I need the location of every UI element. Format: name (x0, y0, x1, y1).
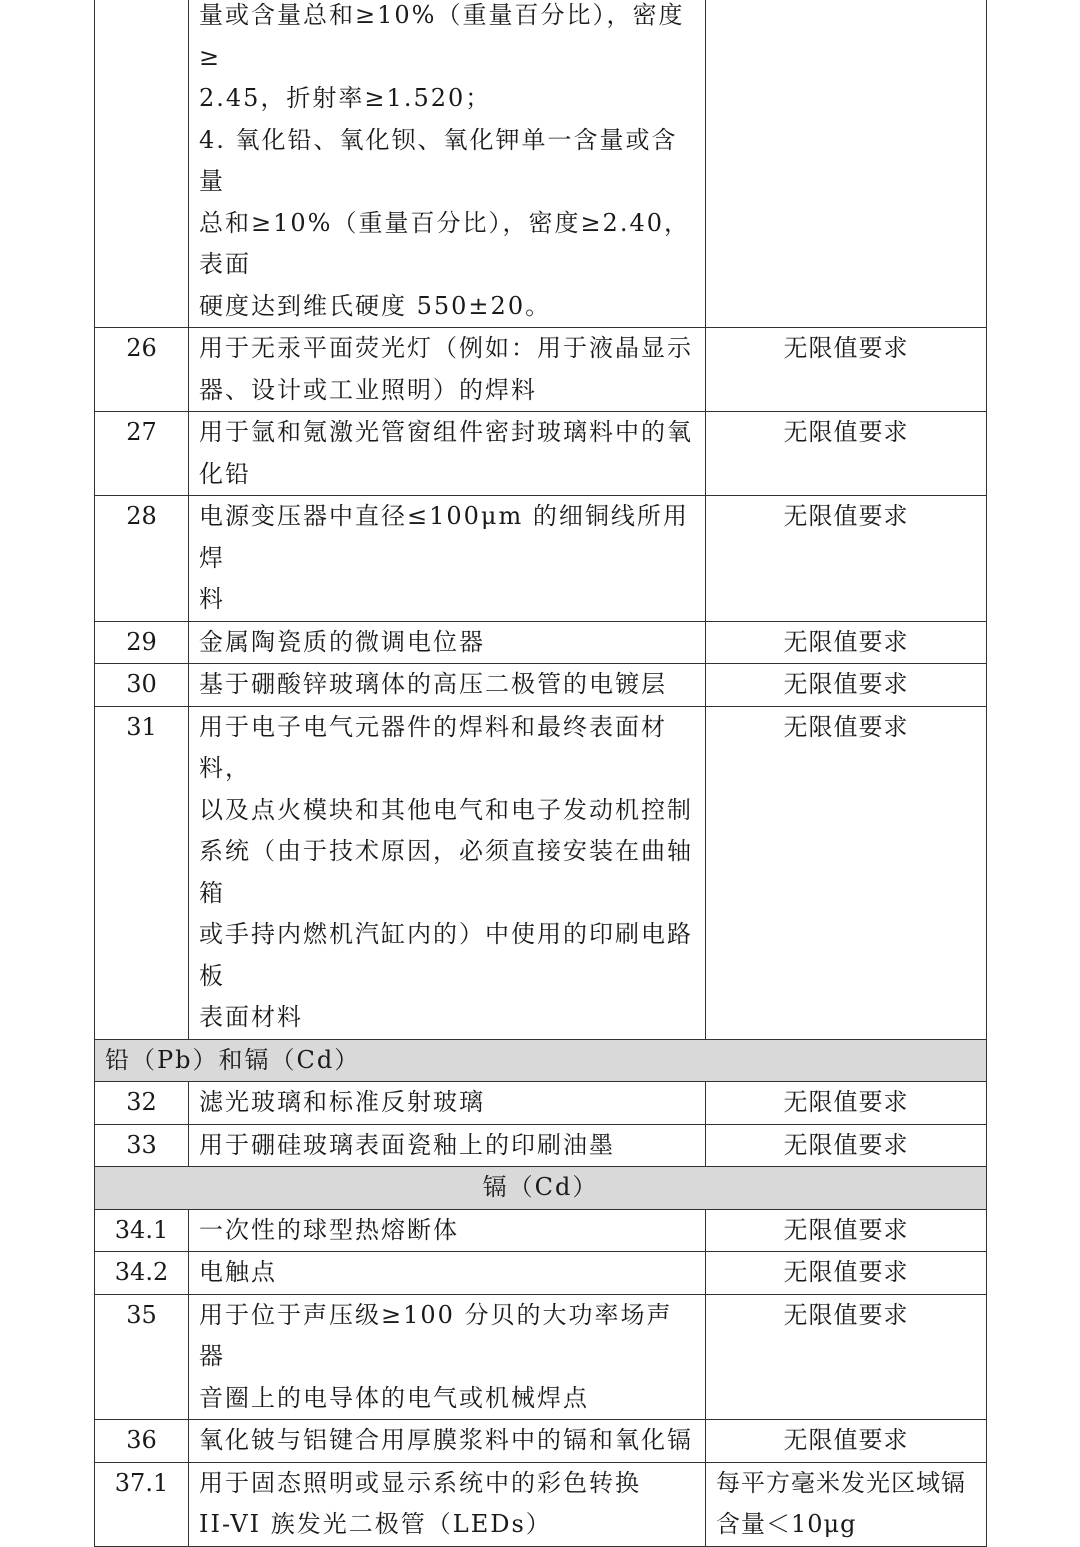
item-number: 26 (95, 328, 189, 412)
text-line: 硬度达到维氏硬度 550±20。 (199, 291, 552, 320)
text-line: 4. 氧化铅、氧化钡、氧化钾单一含量或含量 (199, 125, 678, 195)
text-line: 无限值要求 (783, 334, 909, 362)
text-line: 无限值要求 (783, 1258, 909, 1286)
item-description (189, 1294, 706, 1420)
table-row (95, 706, 987, 1039)
item-description (189, 412, 706, 496)
item-description (189, 1462, 706, 1546)
item-number (95, 0, 189, 328)
table-row (95, 328, 987, 412)
text-line: 基于硼酸锌玻璃体的高压二极管的电镀层 (199, 670, 667, 698)
table-row (95, 1294, 987, 1420)
item-description (189, 1420, 706, 1463)
table-row (95, 1124, 987, 1167)
table-row (95, 412, 987, 496)
limit-requirement (706, 1124, 987, 1167)
limit-requirement (706, 1462, 987, 1546)
text-line: 金属陶瓷质的微调电位器 (199, 627, 485, 656)
table-body (95, 0, 987, 1546)
text-line: 无限值要求 (783, 1130, 909, 1159)
item-description (189, 1082, 706, 1125)
table-row (95, 1420, 987, 1463)
text-line: 总和≥10%（重量百分比），密度≥2.40，表面 (199, 208, 690, 278)
text-line: 电源变压器中直径≤100μm 的细铜线所用焊 (199, 502, 689, 572)
limit-requirement (706, 1082, 987, 1125)
limit-requirement (706, 412, 987, 496)
text-line: 无限值要求 (783, 418, 909, 446)
text-line: 用于氩和氪激光管窗组件密封玻璃料中的氧 (199, 418, 693, 446)
text-line: 或手持内燃机汽缸内的）中使用的印刷电路板 (199, 920, 693, 990)
text-line: 用于固态照明或显示系统中的彩色转换 (199, 1468, 641, 1497)
item-number: 37.1 (95, 1462, 189, 1546)
section-header-row (95, 1039, 987, 1082)
item-description (189, 328, 706, 412)
text-line: 以及点火模块和其他电气和电子发动机控制 (199, 795, 693, 824)
item-number: 35 (95, 1294, 189, 1420)
limit-requirement (706, 621, 987, 664)
text-line: 无限值要求 (783, 670, 909, 698)
item-number: 34.1 (95, 1209, 189, 1252)
item-description (189, 1209, 706, 1252)
limit-requirement (706, 496, 987, 622)
item-number: 36 (95, 1420, 189, 1463)
exemption-table (94, 0, 987, 1547)
item-number: 28 (95, 496, 189, 622)
text-line: 无限值要求 (783, 502, 909, 530)
item-description (189, 496, 706, 622)
item-description (189, 664, 706, 707)
text-line: 无限值要求 (783, 1300, 909, 1329)
text-line: 2.45，折射率≥1.520； (199, 84, 492, 112)
text-line: 器、设计或工业照明）的焊料 (199, 375, 537, 404)
text-line: 无限值要求 (783, 1088, 909, 1116)
text-line: 滤光玻璃和标准反射玻璃 (199, 1088, 485, 1116)
text-line: 含量＜10μg (716, 1510, 857, 1538)
text-line: 氧化铍与铝键合用厚膜浆料中的镉和氧化镉 (199, 1426, 693, 1454)
item-number: 31 (95, 706, 189, 1039)
text-line: 用于位于声压级≥100 分贝的大功率场声器 (199, 1300, 673, 1370)
table-row (95, 1209, 987, 1252)
text-line: 系统（由于技术原因，必须直接安装在曲轴箱 (199, 837, 693, 907)
text-line: 电触点 (199, 1258, 277, 1286)
item-description (189, 621, 706, 664)
item-number: 30 (95, 664, 189, 707)
text-line: 一次性的球型热熔断体 (199, 1215, 459, 1244)
text-line: 用于硼硅玻璃表面瓷釉上的印刷油墨 (199, 1130, 615, 1159)
limit-requirement (706, 1252, 987, 1295)
item-number: 32 (95, 1082, 189, 1125)
table-row (95, 0, 987, 328)
table-row (95, 1082, 987, 1125)
text-line: 无限值要求 (783, 1426, 909, 1454)
section-label: 镉（Cd） (95, 1167, 987, 1210)
limit-requirement (706, 1420, 987, 1463)
text-line: 用于无汞平面荧光灯（例如：用于液晶显示 (199, 334, 693, 362)
text-line: 表面材料 (199, 1003, 303, 1031)
text-line: 量或含量总和≥10%（重量百分比），密度≥ (199, 1, 685, 71)
table-row (95, 496, 987, 622)
section-header-row (95, 1167, 987, 1210)
limit-requirement (706, 0, 987, 328)
table-row (95, 1252, 987, 1295)
text-line: 用于电子电气元器件的焊料和最终表面材料， (199, 712, 667, 782)
text-line: 无限值要求 (783, 627, 909, 656)
item-number: 29 (95, 621, 189, 664)
table-row (95, 1462, 987, 1546)
item-number: 34.2 (95, 1252, 189, 1295)
limit-requirement (706, 1294, 987, 1420)
item-description (189, 706, 706, 1039)
table-row (95, 664, 987, 707)
item-number: 33 (95, 1124, 189, 1167)
text-line: 无限值要求 (783, 1215, 909, 1244)
text-line: 音圈上的电导体的电气或机械焊点 (199, 1383, 589, 1412)
text-line: 每平方毫米发光区域镉 (716, 1468, 966, 1497)
text-line: 料 (199, 585, 225, 613)
item-description (189, 1252, 706, 1295)
text-line: 化铅 (199, 459, 251, 488)
section-label: 铅（Pb）和镉（Cd） (95, 1039, 987, 1082)
item-description (189, 0, 706, 328)
text-line: 无限值要求 (783, 712, 909, 741)
text-line: II-VI 族发光二极管（LEDs） (199, 1510, 552, 1538)
table-row (95, 621, 987, 664)
limit-requirement (706, 664, 987, 707)
limit-requirement (706, 1209, 987, 1252)
limit-requirement (706, 706, 987, 1039)
item-number: 27 (95, 412, 189, 496)
item-description (189, 1124, 706, 1167)
limit-requirement (706, 328, 987, 412)
